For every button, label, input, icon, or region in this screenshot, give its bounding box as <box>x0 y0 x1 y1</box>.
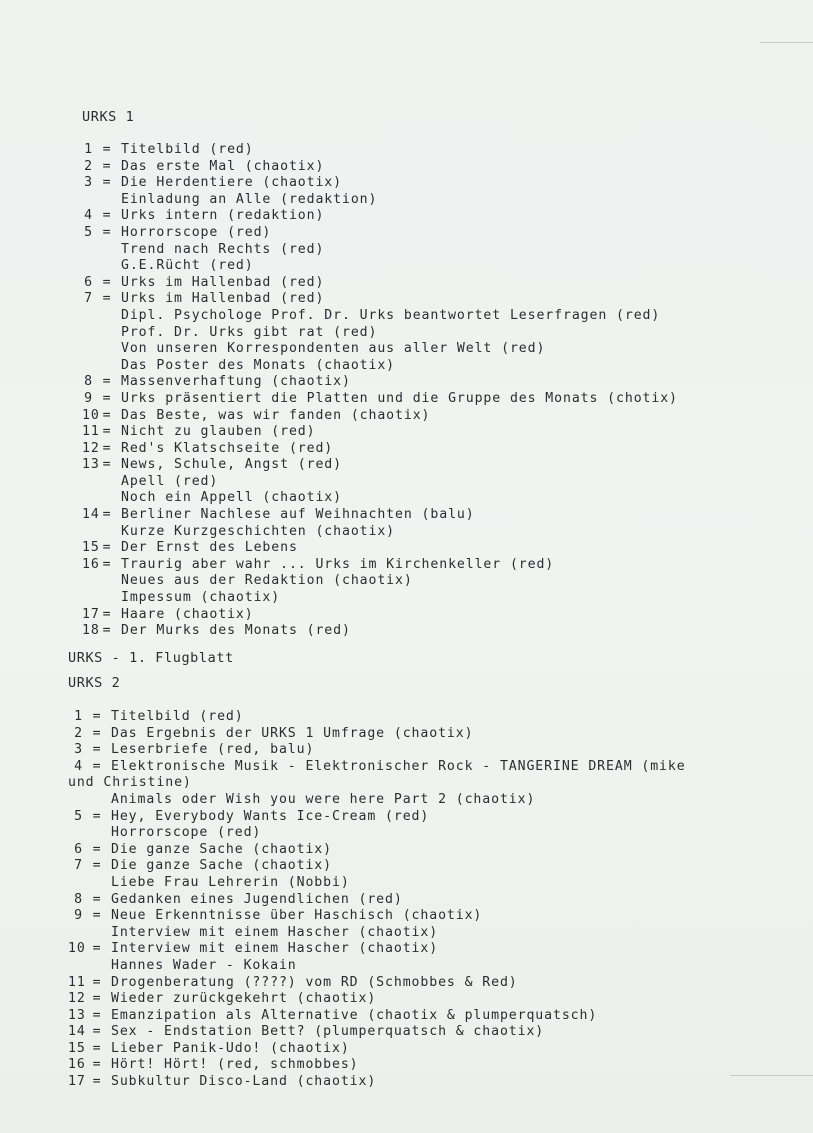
flugblatt-heading: URKS - 1. Flugblatt <box>68 650 234 666</box>
toc-entry-number <box>68 825 83 842</box>
toc-entry-number <box>68 925 83 942</box>
toc-entry-text: Das Poster des Monats (chaotix) <box>121 357 396 373</box>
toc-entry-number <box>82 242 93 259</box>
equals-sign: = <box>92 725 102 741</box>
toc-entry <box>82 358 678 375</box>
toc-entry-number <box>82 192 93 209</box>
toc-entry <box>68 842 686 859</box>
equals-sign: = <box>102 208 112 224</box>
toc-entry-number: 16 <box>68 1057 86 1073</box>
toc-entry-text: und Christine) <box>68 775 192 791</box>
toc-entry-text: Titelbild (red) <box>111 709 244 724</box>
toc-entry <box>68 759 686 776</box>
toc-entry-number: 15 <box>82 540 100 556</box>
toc-entry <box>82 540 678 557</box>
toc-entry <box>68 991 686 1008</box>
toc-entry <box>82 557 678 574</box>
toc-entry <box>82 607 678 624</box>
equals-sign: = <box>92 941 102 957</box>
toc-entry <box>82 590 678 607</box>
toc-entry <box>82 258 678 275</box>
equals-sign <box>93 192 121 209</box>
toc-entry <box>68 975 686 992</box>
toc-entry-number <box>68 958 83 975</box>
toc-entry-text: Impessum (chaotix) <box>121 590 281 606</box>
toc-entry <box>68 958 686 975</box>
toc-entry-text: Interview mit einem Hascher (chaotix) <box>111 924 439 940</box>
toc-entry <box>68 1041 686 1058</box>
toc-entry-number: 17 <box>68 1074 86 1090</box>
toc-entry-text: Urks präsentiert die Platten und die Gruppe des Monats (chotix) <box>121 390 678 406</box>
equals-sign <box>83 792 111 809</box>
toc-entry-text: Subkultur Disco-Land (chaotix) <box>111 1074 377 1090</box>
equals-sign <box>93 258 121 275</box>
equals-sign: = <box>92 891 102 907</box>
toc-entry-text: Elektronische Musik - Elektronischer Rock - TANGERINE DREAM (mike <box>111 758 686 774</box>
toc-entry-number: 14 <box>82 507 100 523</box>
equals-sign: = <box>92 1040 102 1056</box>
toc-entry-text: Sex - Endstation Bett? (plumperquatsch & chaotix) <box>111 1024 545 1040</box>
toc-entry-number: 2 <box>74 725 83 741</box>
toc-entry-text: Hannes Wader - Kokain <box>111 957 297 973</box>
toc-entry <box>82 457 678 474</box>
equals-sign: = <box>92 991 102 1007</box>
toc-entry-text: Traurig aber wahr ... Urks im Kirchenkeller (red) <box>121 556 555 572</box>
toc-entry-text: G.E.Rücht (red) <box>121 258 254 274</box>
toc-entry-text: Emanzipation als Alternative (chaotix & plumperquatsch) <box>111 1007 598 1023</box>
toc-entry-number: 11 <box>68 974 86 990</box>
toc-entry <box>68 742 686 759</box>
toc-entry <box>82 391 678 408</box>
equals-sign: = <box>102 175 112 191</box>
toc-entry <box>82 374 678 391</box>
toc-entry <box>82 142 678 159</box>
equals-sign <box>93 490 121 507</box>
equals-sign: = <box>102 390 112 406</box>
toc-entry-text: Hey, Everybody Wants Ice-Cream (red) <box>111 808 430 824</box>
toc-entry <box>82 524 678 541</box>
toc-entry <box>82 325 678 342</box>
toc-entry-text: Wieder zurückgekehrt (chaotix) <box>111 991 377 1007</box>
toc-entry-number: 16 <box>82 556 100 572</box>
toc-entry-number: 7 <box>84 291 93 307</box>
toc-entry-number: 14 <box>68 1024 86 1040</box>
toc-entry-number: 3 <box>84 175 93 191</box>
urks1-heading: URKS 1 <box>82 109 135 125</box>
toc-entry <box>68 1057 686 1074</box>
equals-sign <box>83 825 111 842</box>
toc-entry-text: Trend nach Rechts (red) <box>121 241 325 257</box>
toc-entry-text: Interview mit einem Hascher (chaotix) <box>111 941 439 957</box>
equals-sign: = <box>92 742 102 758</box>
equals-sign: = <box>92 1007 102 1023</box>
toc-entry-text: Das Ergebnis der URKS 1 Umfrage (chaotix) <box>111 725 474 741</box>
toc-entry-text: Der Murks des Monats (red) <box>121 623 351 639</box>
equals-sign <box>93 358 121 375</box>
equals-sign <box>83 875 111 892</box>
toc-entry-number <box>82 258 93 275</box>
equals-sign: = <box>92 974 102 990</box>
equals-sign <box>83 925 111 942</box>
toc-entry-text: Lieber Panik-Udo! (chaotix) <box>111 1040 350 1056</box>
paper-edge-mark <box>760 42 813 43</box>
toc-entry <box>82 208 678 225</box>
equals-sign: = <box>102 291 112 307</box>
equals-sign: = <box>102 540 112 556</box>
toc-entry-number: 17 <box>82 606 100 622</box>
toc-entry <box>82 408 678 425</box>
equals-sign <box>93 325 121 342</box>
toc-entry <box>82 242 678 259</box>
toc-entry-text: Urks intern (redaktion) <box>121 208 325 224</box>
toc-entry-number: 9 <box>84 390 93 406</box>
toc-entry-text: Titelbild (red) <box>121 142 254 157</box>
toc-entry <box>68 825 686 842</box>
flugblatt-section <box>68 650 234 667</box>
equals-sign: = <box>92 858 102 874</box>
equals-sign: = <box>102 457 112 473</box>
equals-sign <box>93 573 121 590</box>
toc-entry-text: Massenverhaftung (chaotix) <box>121 374 351 390</box>
toc-entry-text: Drogenberatung (????) vom RD (Schmobbes & Red) <box>111 974 518 990</box>
toc-entry-text: Berliner Nachlese auf Weihnachten (balu) <box>121 507 475 523</box>
toc-entry <box>68 809 686 826</box>
toc-entry <box>82 308 678 325</box>
urks2-list <box>68 709 686 1091</box>
toc-entry-text: Die ganze Sache (chaotix) <box>111 841 332 857</box>
toc-entry-number <box>82 573 93 590</box>
toc-entry-text: Leserbriefe (red, balu) <box>111 742 315 758</box>
toc-entry-text: Urks im Hallenbad (red) <box>121 291 325 307</box>
urks2-section <box>68 675 686 1091</box>
toc-entry-number: 5 <box>84 224 93 240</box>
toc-entry-number <box>82 325 93 342</box>
urks2-heading: URKS 2 <box>68 675 121 691</box>
toc-entry-number: 1 <box>84 142 93 157</box>
toc-entry <box>68 792 686 809</box>
toc-entry-number <box>82 590 93 607</box>
toc-entry-text: Liebe Frau Lehrerin (Nobbi) <box>111 874 350 890</box>
toc-entry-text: Animals oder Wish you were here Part 2 (chaotix) <box>111 791 536 807</box>
toc-entry-text: News, Schule, Angst (red) <box>121 457 342 473</box>
toc-entry <box>82 275 678 292</box>
toc-entry <box>68 908 686 925</box>
toc-entry-number <box>82 308 93 325</box>
toc-entry-number: 6 <box>74 841 83 857</box>
toc-entry-number: 15 <box>68 1040 86 1056</box>
toc-entry-text: Haare (chaotix) <box>121 606 254 622</box>
toc-entry <box>82 341 678 358</box>
equals-sign: = <box>92 1057 102 1073</box>
toc-entry-number: 8 <box>74 891 83 907</box>
toc-entry-text: Urks im Hallenbad (red) <box>121 274 325 290</box>
paper-edge-mark <box>730 1075 813 1076</box>
equals-sign: = <box>102 224 112 240</box>
toc-entry-number: 13 <box>68 1007 86 1023</box>
equals-sign: = <box>92 758 102 774</box>
toc-entry-number: 4 <box>84 208 93 224</box>
toc-entry-number <box>82 524 93 541</box>
equals-sign: = <box>102 274 112 290</box>
toc-entry-number: 9 <box>74 908 83 924</box>
equals-sign: = <box>92 808 102 824</box>
equals-sign: = <box>102 440 112 456</box>
toc-entry-number <box>82 341 93 358</box>
toc-entry-number: 11 <box>82 424 100 440</box>
toc-entry <box>68 858 686 875</box>
toc-entry <box>82 490 678 507</box>
toc-entry-text: Neues aus der Redaktion (chaotix) <box>121 573 413 589</box>
toc-entry-text: Horrorscope (red) <box>111 825 262 841</box>
toc-entry-text: Einladung an Alle (redaktion) <box>121 191 378 207</box>
equals-sign: = <box>102 374 112 390</box>
toc-entry <box>68 1008 686 1025</box>
equals-sign: = <box>92 841 102 857</box>
toc-entry <box>68 775 686 792</box>
toc-entry <box>68 709 686 726</box>
toc-entry-number: 4 <box>74 758 83 774</box>
toc-entry-text: Red's Klatschseite (red) <box>121 440 334 456</box>
toc-entry <box>68 892 686 909</box>
equals-sign: = <box>102 507 112 523</box>
equals-sign <box>93 308 121 325</box>
toc-entry-text: Gedanken eines Jugendlichen (red) <box>111 891 403 907</box>
toc-entry-number: 13 <box>82 457 100 473</box>
toc-entry <box>82 573 678 590</box>
toc-entry <box>68 1074 686 1091</box>
toc-entry <box>82 175 678 192</box>
toc-entry-number: 12 <box>68 991 86 1007</box>
toc-entry-text: Von unseren Korrespondenten aus aller Welt (red) <box>121 341 546 357</box>
toc-entry-text: Apell (red) <box>121 473 219 489</box>
toc-entry-text: Hört! Hört! (red, schmobbes) <box>111 1057 359 1073</box>
toc-entry-number: 18 <box>82 623 100 639</box>
equals-sign: = <box>102 623 112 639</box>
equals-sign: = <box>102 407 112 423</box>
equals-sign: = <box>102 142 112 157</box>
toc-entry-number: 6 <box>84 274 93 290</box>
toc-entry-text: Kurze Kurzgeschichten (chaotix) <box>121 523 396 539</box>
toc-entry-text: Horrorscope (red) <box>121 224 272 240</box>
toc-entry-number: 10 <box>82 407 100 423</box>
toc-entry-number: 12 <box>82 440 100 456</box>
toc-entry <box>68 1024 686 1041</box>
toc-entry-text: Prof. Dr. Urks gibt rat (red) <box>121 324 378 340</box>
toc-entry <box>68 726 686 743</box>
equals-sign <box>93 590 121 607</box>
toc-entry-text: Noch ein Appell (chaotix) <box>121 490 342 506</box>
equals-sign <box>83 958 111 975</box>
toc-entry-number: 5 <box>74 808 83 824</box>
toc-entry <box>68 875 686 892</box>
equals-sign <box>93 341 121 358</box>
equals-sign: = <box>92 1024 102 1040</box>
toc-entry <box>82 424 678 441</box>
toc-entry <box>82 192 678 209</box>
toc-entry-number: 10 <box>68 941 86 957</box>
toc-entry-number <box>82 490 93 507</box>
urks1-list <box>82 142 678 640</box>
equals-sign: = <box>102 556 112 572</box>
toc-entry-text: Der Ernst des Lebens <box>121 540 298 556</box>
toc-entry-number <box>82 358 93 375</box>
equals-sign <box>93 524 121 541</box>
toc-entry <box>82 159 678 176</box>
toc-entry <box>82 507 678 524</box>
toc-entry-text: Neue Erkenntnisse über Haschisch (chaotix) <box>111 908 483 924</box>
toc-entry <box>82 474 678 491</box>
equals-sign: = <box>92 908 102 924</box>
toc-entry-text: Das erste Mal (chaotix) <box>121 158 325 174</box>
equals-sign: = <box>92 709 102 724</box>
toc-entry <box>68 925 686 942</box>
toc-entry-number <box>82 474 93 491</box>
equals-sign: = <box>92 1074 102 1090</box>
toc-entry-number <box>68 792 83 809</box>
toc-entry <box>82 291 678 308</box>
toc-entry-number: 8 <box>84 374 93 390</box>
toc-entry-number: 1 <box>74 709 83 724</box>
toc-entry-number <box>68 875 83 892</box>
toc-entry-text: Die Herdentiere (chaotix) <box>121 175 342 191</box>
equals-sign: = <box>102 424 112 440</box>
equals-sign: = <box>102 606 112 622</box>
toc-entry <box>82 623 678 640</box>
toc-entry-number: 7 <box>74 858 83 874</box>
toc-entry-text: Das Beste, was wir fanden (chaotix) <box>121 407 431 423</box>
equals-sign: = <box>102 158 112 174</box>
urks1-section <box>82 109 678 640</box>
toc-entry <box>68 941 686 958</box>
toc-entry-text: Die ganze Sache (chaotix) <box>111 858 332 874</box>
equals-sign <box>93 474 121 491</box>
toc-entry-text: Nicht zu glauben (red) <box>121 424 316 440</box>
equals-sign <box>93 242 121 259</box>
toc-entry-number: 2 <box>84 158 93 174</box>
toc-entry <box>82 441 678 458</box>
toc-entry <box>82 225 678 242</box>
toc-entry-text: Dipl. Psychologe Prof. Dr. Urks beantwortet Leserfragen (red) <box>121 307 661 323</box>
toc-entry-number: 3 <box>74 742 83 758</box>
